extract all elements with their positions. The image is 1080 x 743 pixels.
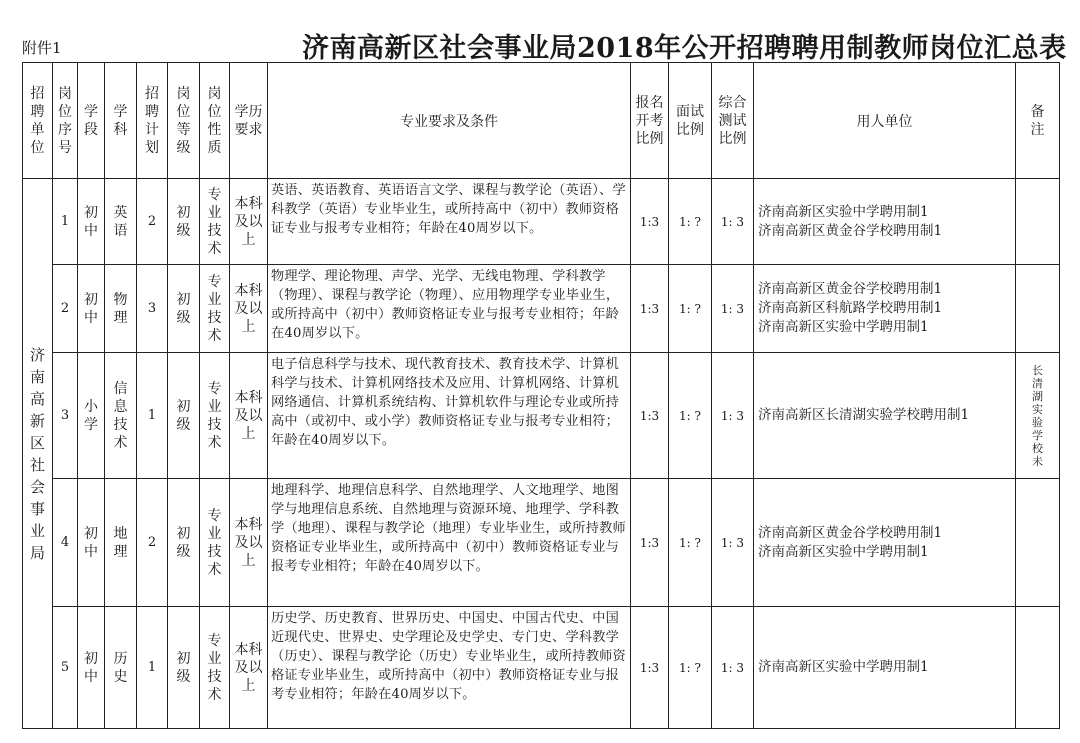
stage-cell-text: 初 中 xyxy=(84,525,98,560)
table-row xyxy=(23,607,1060,729)
employer-line: 济南高新区长清湖实验学校聘用制1 xyxy=(758,407,970,423)
interview-ratio-cell: 1: ? xyxy=(669,607,712,729)
education-cell-text: 本科 及以 上 xyxy=(234,641,263,694)
recruiting-unit-cell xyxy=(23,179,53,729)
header-education xyxy=(230,63,268,179)
plan-cell: 3 xyxy=(137,265,168,353)
exam-ratio-cell: 1:3 xyxy=(631,265,669,353)
subject-cell-text: 历 史 xyxy=(113,650,128,685)
header-interview-ratio-text: 面试 比例 xyxy=(676,103,704,138)
overall-ratio-cell: 1: 3 xyxy=(712,265,754,353)
header-unit-text: 招 聘 单 位 xyxy=(30,85,45,156)
level-cell-text: 初 级 xyxy=(176,650,191,685)
interview-ratio-cell: 1: ? xyxy=(669,353,712,479)
education-cell xyxy=(230,179,268,265)
education-cell xyxy=(230,607,268,729)
stage-cell-text: 初 中 xyxy=(84,291,98,326)
header-subject-text: 学 科 xyxy=(113,103,128,138)
level-cell xyxy=(168,479,200,607)
stage-cell-text: 初 中 xyxy=(84,204,98,239)
requirements-cell: 电子信息科学与技术、现代教育技术、教育技术学、计算机科学与技术、计算机网络技术及应用、计算机网络、计算机网络通信、计算机系统结构、计算机软件与理论专业或所持高中（或初中、或小学）教师资格证专业与报考专业相符；年龄在40周岁以下。 xyxy=(268,353,631,479)
interview-ratio-cell: 1: ? xyxy=(669,265,712,353)
position-seq: 3 xyxy=(53,353,78,479)
header-overall-ratio xyxy=(712,63,754,179)
header-level xyxy=(168,63,200,179)
education-cell-text: 本科 及以 上 xyxy=(234,389,263,442)
nature-cell xyxy=(200,353,230,479)
employer-line: 济南高新区实验中学聘用制1 xyxy=(758,319,929,335)
nature-cell-text: 专 业 技 术 xyxy=(207,632,222,703)
level-cell-text: 初 级 xyxy=(176,291,191,326)
position-seq: 4 xyxy=(53,479,78,607)
employer-line: 济南高新区黄金谷学校聘用制1 xyxy=(758,524,943,541)
remarks-cell xyxy=(1016,353,1060,479)
employer-line: 济南高新区实验中学聘用制1 xyxy=(758,659,929,675)
header-seq-text: 岗 位 序 号 xyxy=(58,85,72,156)
header-subject xyxy=(105,63,137,179)
exam-ratio-cell: 1:3 xyxy=(631,353,669,479)
nature-cell-text: 专 业 技 术 xyxy=(207,273,222,344)
employer-line: 济南高新区实验中学聘用制1 xyxy=(758,543,929,560)
level-cell-text: 初 级 xyxy=(176,204,191,239)
level-cell xyxy=(168,607,200,729)
header-interview-ratio xyxy=(669,63,712,179)
subject-cell xyxy=(105,479,137,607)
employer-cell xyxy=(754,479,1016,607)
position-seq: 1 xyxy=(53,179,78,265)
requirements-cell: 历史学、历史教育、世界历史、中国史、中国古代史、中国近现代史、世界史、史学理论及史学史、专门史、学科教学（历史）、课程与教学论（历史）专业毕业生，或所持教师资格证专业毕业生，或所持高中（初中）教师资格证专业与报考专业相符；年龄在40周岁以下。 xyxy=(268,607,631,729)
overall-ratio-cell: 1: 3 xyxy=(712,479,754,607)
attachment-label: 附件1 xyxy=(22,39,62,57)
header-row xyxy=(23,63,1060,179)
education-cell-text: 本科 及以 上 xyxy=(234,516,263,569)
interview-ratio-cell: 1: ? xyxy=(669,479,712,607)
level-cell-text: 初 级 xyxy=(176,525,191,560)
plan-cell: 1 xyxy=(137,607,168,729)
subject-cell-text: 地 理 xyxy=(113,525,128,560)
table-row xyxy=(23,353,1060,479)
exam-ratio-cell: 1:3 xyxy=(631,607,669,729)
nature-cell-text: 专 业 技 术 xyxy=(207,186,222,257)
position-seq: 2 xyxy=(53,265,78,353)
header-overall-ratio-text: 综合 测试 比例 xyxy=(718,94,747,147)
subject-cell-text: 英 语 xyxy=(113,204,128,239)
interview-ratio-cell: 1: ? xyxy=(669,179,712,265)
nature-cell xyxy=(200,607,230,729)
level-cell xyxy=(168,353,200,479)
requirements-cell: 英语、英语教育、英语语言文学、课程与教学论（英语）、学科教学（英语）专业毕业生，或所持高中（初中）教师资格证专业与报考专业相符；年龄在40周岁以下。 xyxy=(268,179,631,265)
employer-cell xyxy=(754,265,1016,353)
table-body xyxy=(23,179,1060,729)
plan-cell: 1 xyxy=(137,353,168,479)
stage-cell xyxy=(78,179,105,265)
table-row xyxy=(23,479,1060,607)
stage-cell xyxy=(78,353,105,479)
positions-table xyxy=(22,62,1060,729)
overall-ratio-cell: 1: 3 xyxy=(712,607,754,729)
exam-ratio-cell: 1:3 xyxy=(631,479,669,607)
employer-cell xyxy=(754,607,1016,729)
page-title: 济南高新区社会事业局2018年公开招聘聘用制教师岗位汇总表 xyxy=(302,33,1067,64)
subject-cell xyxy=(105,353,137,479)
header-remarks-text: 备 注 xyxy=(1030,103,1045,138)
remarks-text: 长 清 湖 实 验 学 校 未 xyxy=(1032,363,1043,468)
recruiting-unit: 济 南 高 新 区 社 会 事 业 局 xyxy=(29,345,45,562)
employer-line: 济南高新区科航路学校聘用制1 xyxy=(758,300,943,316)
header-unit xyxy=(23,63,53,179)
level-cell-text: 初 级 xyxy=(176,398,191,433)
table-row xyxy=(23,179,1060,265)
remarks-cell xyxy=(1016,265,1060,353)
header-stage-text: 学 段 xyxy=(84,103,98,138)
education-cell xyxy=(230,353,268,479)
education-cell xyxy=(230,265,268,353)
employer-line: 济南高新区黄金谷学校聘用制1 xyxy=(758,281,943,297)
employer-cell xyxy=(754,179,1016,265)
header-nature xyxy=(200,63,230,179)
stage-cell-text: 小 学 xyxy=(84,398,98,433)
overall-ratio-cell: 1: 3 xyxy=(712,353,754,479)
header-stage xyxy=(78,63,105,179)
requirements-cell: 地理科学、地理信息科学、自然地理学、人文地理学、地图学与地理信息系统、自然地理与资源环境、地理学、学科教学（地理）、课程与教学论（地理）专业毕业生，或所持教师资格证专业毕业生，或所持高中（初中）教师资格证专业与报考专业相符；年龄在40周岁以下。 xyxy=(268,479,631,607)
table-row xyxy=(23,265,1060,353)
level-cell xyxy=(168,179,200,265)
overall-ratio-cell: 1: 3 xyxy=(712,179,754,265)
exam-ratio-cell: 1:3 xyxy=(631,179,669,265)
header-level-text: 岗 位 等 级 xyxy=(176,85,191,156)
position-seq: 5 xyxy=(53,607,78,729)
plan-cell: 2 xyxy=(137,179,168,265)
nature-cell xyxy=(200,479,230,607)
education-cell-text: 本科 及以 上 xyxy=(234,282,263,335)
header-education-text: 学历 要求 xyxy=(234,103,263,138)
remarks-cell xyxy=(1016,179,1060,265)
subject-cell-text: 信 息 技 术 xyxy=(113,380,128,451)
employer-cell xyxy=(754,353,1016,479)
header-plan xyxy=(137,63,168,179)
education-cell-text: 本科 及以 上 xyxy=(234,195,263,248)
header-employer: 用人单位 xyxy=(754,63,1016,179)
nature-cell xyxy=(200,179,230,265)
remarks-cell xyxy=(1016,607,1060,729)
nature-cell-text: 专 业 技 术 xyxy=(207,380,222,451)
nature-cell-text: 专 业 技 术 xyxy=(207,507,222,578)
subject-cell xyxy=(105,179,137,265)
stage-cell xyxy=(78,607,105,729)
employer-line: 济南高新区实验中学聘用制1 xyxy=(758,203,929,220)
education-cell xyxy=(230,479,268,607)
stage-cell xyxy=(78,479,105,607)
level-cell xyxy=(168,265,200,353)
header-seq xyxy=(53,63,78,179)
header-exam-ratio-text: 报名 开考 比例 xyxy=(635,94,664,147)
subject-cell xyxy=(105,607,137,729)
header-nature-text: 岗 位 性 质 xyxy=(207,85,222,156)
plan-cell: 2 xyxy=(137,479,168,607)
subject-cell xyxy=(105,265,137,353)
subject-cell-text: 物 理 xyxy=(113,291,128,326)
requirements-cell: 物理学、理论物理、声学、光学、无线电物理、学科教学（物理）、课程与教学论（物理）、应用物理学专业毕业生，或所持高中（初中）教师资格证专业与报考专业相符；年龄在40周岁以下。 xyxy=(268,265,631,353)
remarks-cell xyxy=(1016,479,1060,607)
nature-cell xyxy=(200,265,230,353)
header-remarks xyxy=(1016,63,1060,179)
stage-cell-text: 初 中 xyxy=(84,650,98,685)
stage-cell xyxy=(78,265,105,353)
header-plan-text: 招 聘 计 划 xyxy=(145,85,159,156)
header-requirements: 专业要求及条件 xyxy=(268,63,631,179)
employer-line: 济南高新区黄金谷学校聘用制1 xyxy=(758,222,943,239)
header-exam-ratio xyxy=(631,63,669,179)
